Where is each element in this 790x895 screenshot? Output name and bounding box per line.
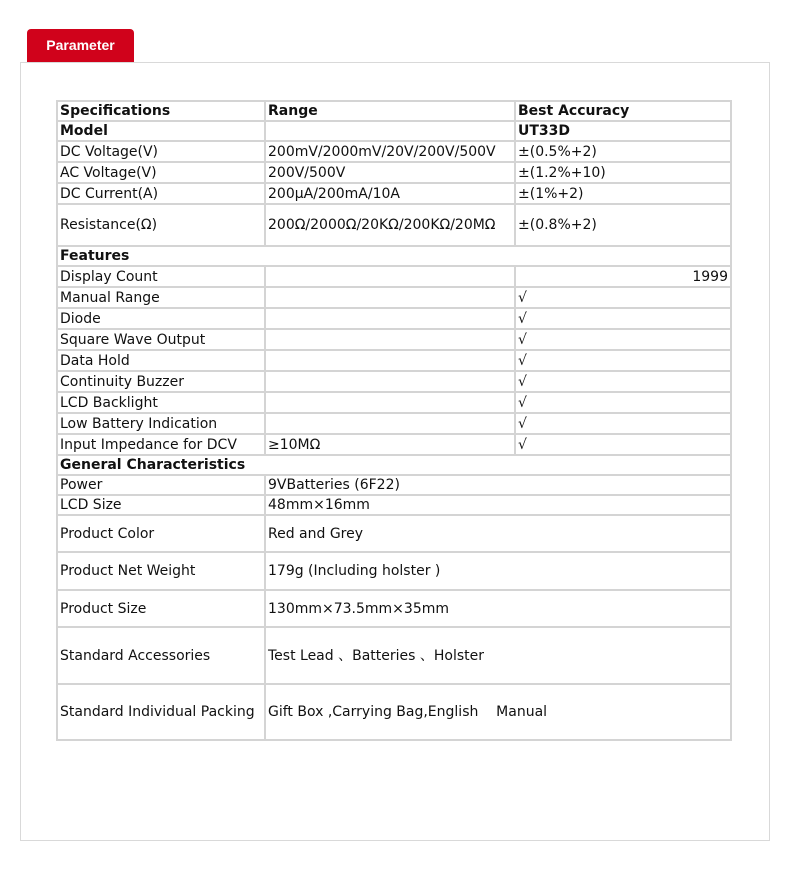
general-name: Standard Individual Packing — [57, 684, 265, 740]
header-range: Range — [265, 101, 515, 121]
feature-name: Data Hold — [57, 350, 265, 371]
general-name: Product Net Weight — [57, 552, 265, 590]
feature-range — [265, 329, 515, 350]
spec-accuracy: ±(0.5%+2) — [515, 141, 731, 162]
table-row — [57, 552, 731, 590]
model-value: UT33D — [515, 121, 731, 141]
spec-name: DC Voltage(V) — [57, 141, 265, 162]
feature-range — [265, 287, 515, 308]
spec-accuracy: ±(1.2%+10) — [515, 162, 731, 183]
header-specifications: Specifications — [57, 101, 265, 121]
feature-name: LCD Backlight — [57, 392, 265, 413]
table-row — [57, 266, 731, 287]
table-row — [57, 627, 731, 684]
table-row — [57, 162, 731, 183]
spec-range: 200V/500V — [265, 162, 515, 183]
header-best-accuracy: Best Accuracy — [515, 101, 731, 121]
table-row — [57, 141, 731, 162]
spec-range: 200μA/200mA/10A — [265, 183, 515, 204]
features-title: Features — [57, 246, 731, 266]
general-name: Power — [57, 475, 265, 495]
feature-value: 1999 — [515, 266, 731, 287]
table-row — [57, 475, 731, 495]
general-name: Product Color — [57, 515, 265, 552]
general-value: 179g (Including holster ) — [265, 552, 731, 590]
table-row — [57, 350, 731, 371]
general-name: Product Size — [57, 590, 265, 627]
parameter-tab[interactable]: Parameter — [27, 29, 134, 62]
table-row — [57, 371, 731, 392]
feature-value: √ — [515, 287, 731, 308]
table-row — [57, 434, 731, 455]
feature-value: √ — [515, 308, 731, 329]
model-label: Model — [57, 121, 265, 141]
table-row — [57, 590, 731, 627]
table-row — [57, 287, 731, 308]
general-value: Gift Box ,Carrying Bag,English Manual — [265, 684, 731, 740]
spec-name: AC Voltage(V) — [57, 162, 265, 183]
spec-accuracy: ±(0.8%+2) — [515, 204, 731, 246]
table-row — [57, 392, 731, 413]
feature-value: √ — [515, 413, 731, 434]
feature-name: Low Battery Indication — [57, 413, 265, 434]
table-row — [57, 684, 731, 740]
general-title: General Characteristics — [57, 455, 731, 475]
feature-value: √ — [515, 434, 731, 455]
general-value: Test Lead 、Batteries 、Holster — [265, 627, 731, 684]
feature-name: Square Wave Output — [57, 329, 265, 350]
model-range — [265, 121, 515, 141]
general-section-row — [57, 455, 731, 475]
table-row — [57, 204, 731, 246]
spec-accuracy: ±(1%+2) — [515, 183, 731, 204]
table-row — [57, 329, 731, 350]
model-row — [57, 121, 731, 141]
features-section-row — [57, 246, 731, 266]
feature-value: √ — [515, 371, 731, 392]
feature-range — [265, 371, 515, 392]
feature-range — [265, 308, 515, 329]
table-row — [57, 413, 731, 434]
feature-name: Manual Range — [57, 287, 265, 308]
general-name: LCD Size — [57, 495, 265, 515]
table-row — [57, 495, 731, 515]
table-row — [57, 308, 731, 329]
feature-range — [265, 413, 515, 434]
general-value: 9VBatteries (6F22) — [265, 475, 731, 495]
feature-range: ≥10MΩ — [265, 434, 515, 455]
feature-name: Continuity Buzzer — [57, 371, 265, 392]
feature-range — [265, 266, 515, 287]
general-value: 130mm×73.5mm×35mm — [265, 590, 731, 627]
feature-range — [265, 350, 515, 371]
feature-name: Display Count — [57, 266, 265, 287]
feature-name: Diode — [57, 308, 265, 329]
feature-value: √ — [515, 329, 731, 350]
spec-name: DC Current(A) — [57, 183, 265, 204]
general-name: Standard Accessories — [57, 627, 265, 684]
specification-table — [56, 100, 732, 741]
general-value: Red and Grey — [265, 515, 731, 552]
feature-value: √ — [515, 392, 731, 413]
table-row — [57, 183, 731, 204]
table-row — [57, 515, 731, 552]
feature-name: Input Impedance for DCV — [57, 434, 265, 455]
feature-value: √ — [515, 350, 731, 371]
spec-range: 200mV/2000mV/20V/200V/500V — [265, 141, 515, 162]
table-header-row — [57, 101, 731, 121]
spec-name: Resistance(Ω) — [57, 204, 265, 246]
general-value: 48mm×16mm — [265, 495, 731, 515]
feature-range — [265, 392, 515, 413]
spec-range: 200Ω/2000Ω/20KΩ/200KΩ/20MΩ — [265, 204, 515, 246]
